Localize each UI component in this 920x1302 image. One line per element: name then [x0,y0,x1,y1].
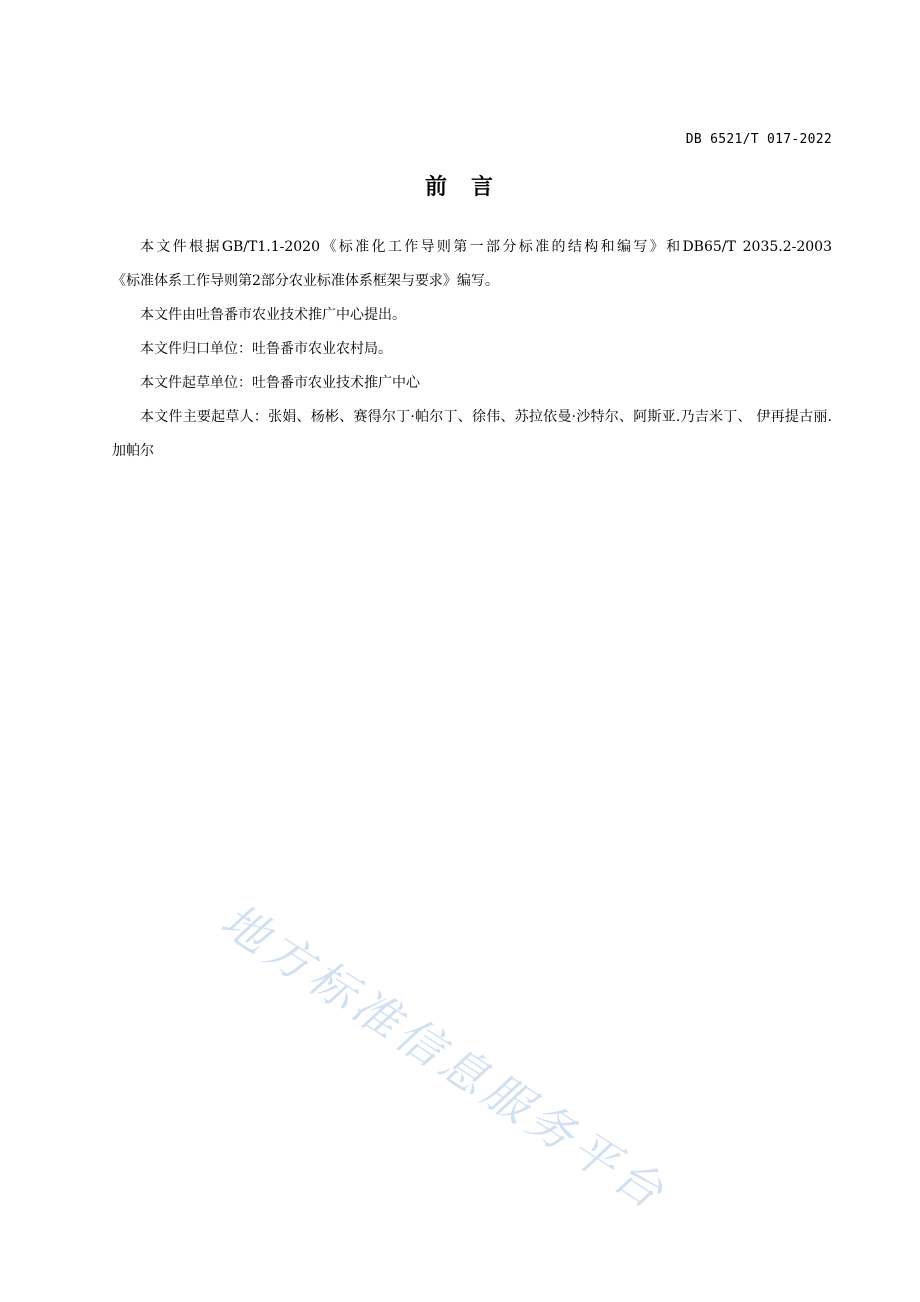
paragraph-authority: 本文件归口单位：吐鲁番市农业农村局。 [140,341,392,357]
paragraph-drafters: 本文件主要起草人：张娟、杨彬、赛得尔丁·帕尔丁、徐伟、苏拉依曼·沙特尔、阿斯亚.乃吉米丁、 伊再提古丽.加帕尔 [112,409,832,459]
title-char-2: 言 [471,175,496,200]
page-title [0,170,920,201]
paragraph-basis-line-2: 《标准体系工作导则第2部分农业标准体系框架与要求》编写。 [112,273,499,289]
paragraph-drafting-unit: 本文件起草单位：吐鲁番市农业技术推广中心 [140,375,420,391]
title-char-1: 前 [424,175,449,200]
watermark: 地方标准信息服务平台 [211,892,678,1222]
paragraph-basis-line-1: 本文件根据GB/T1.1-2020《标准化工作导则第一部分标准的结构和编写》和DB65/T 2035.2-2003 [140,239,832,255]
foreword-body [112,230,832,468]
paragraph-proposer: 本文件由吐鲁番市农业技术推广中心提出。 [140,307,406,323]
document-code: DB 6521/T 017-2022 [685,132,832,147]
